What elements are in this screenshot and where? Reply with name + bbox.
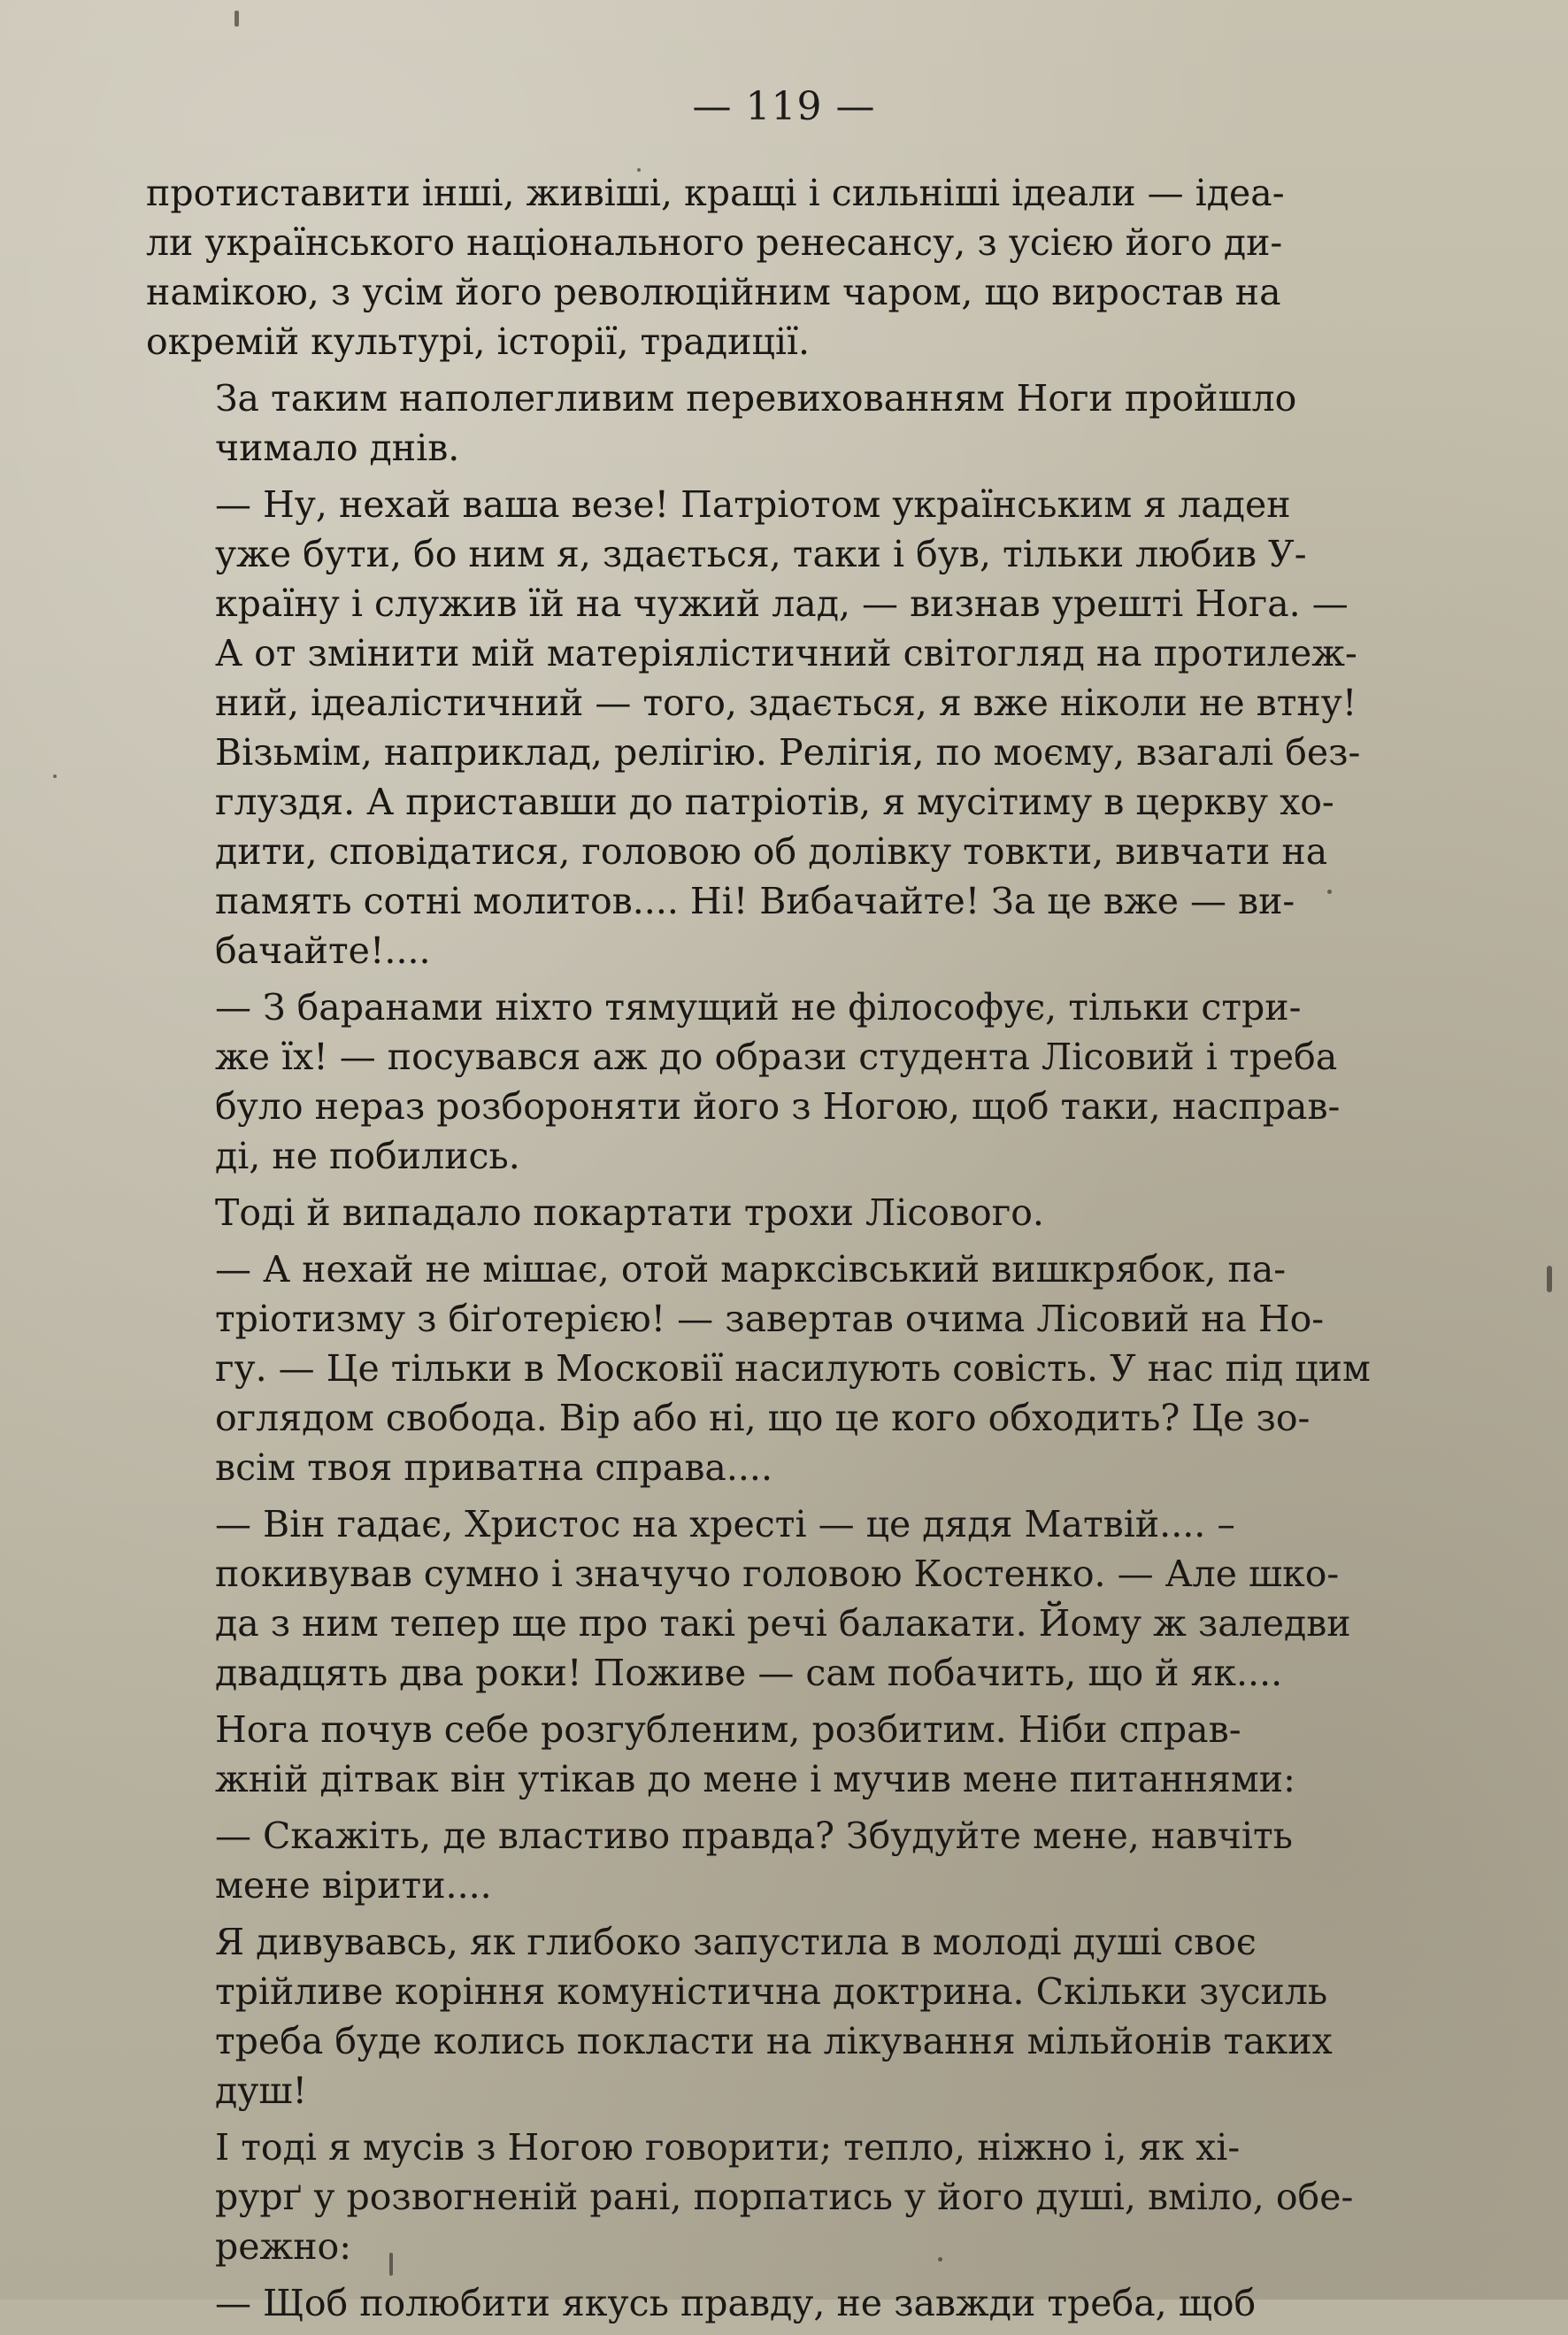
text-line: треба буде колись покласти на лікування мільйонів таких	[215, 2020, 1333, 2062]
text-line: память сотні молитов.... Ні! Вибачайте! За це вже — ви-	[215, 880, 1295, 922]
paragraph	[146, 1811, 1526, 1910]
paragraph	[146, 1245, 1526, 1492]
text-line: окремій культурі, історії, традиції.	[146, 320, 811, 363]
paragraph	[146, 1705, 1526, 1804]
text-line: Нога почув себе розгубленим, розбитим. Ніби справ-	[215, 1708, 1241, 1751]
scan-speck	[1547, 1266, 1552, 1292]
text-line: режно:	[215, 2225, 352, 2268]
text-line: оглядом свобода. Вір або ні, що це кого обходить? Це зо-	[215, 1397, 1311, 1439]
paragraph	[146, 1499, 1526, 1698]
paragraph	[146, 1188, 1526, 1237]
text-line: гу. — Це тільки в Московії насилують совість. У нас під цим	[215, 1347, 1371, 1390]
text-line: — Він гадає, Христос на хресті — це дядя Матвій.... –	[215, 1503, 1235, 1545]
text-line: тріотизму з біґотерією! — завертав очима Лісовий на Но-	[215, 1298, 1325, 1340]
text-line: чимало днів.	[215, 427, 460, 469]
scan-speck	[234, 11, 239, 27]
page-number: — 119 —	[692, 84, 876, 129]
body-text	[146, 168, 1526, 2335]
text-line: — А нехай не мішає, отой марксівський вишкрябок, па-	[215, 1248, 1287, 1291]
paragraph	[146, 480, 1526, 975]
text-line: — Щоб полюбити якусь правду, не завжди треба, щоб	[215, 2282, 1257, 2324]
text-line: всім твоя приватна справа....	[215, 1446, 772, 1489]
text-line: І тоді я мусів з Ногою говорити; тепло, ніжно і, як хі-	[215, 2126, 1241, 2169]
text-line: уже бути, бо ним я, здається, таки і був, тільки любив У-	[215, 533, 1307, 575]
text-line: покивував сумно і значучо головою Костенко. — Але шко-	[215, 1553, 1340, 1595]
text-line: трійливе коріння комуністична доктрина. Скільки зусиль	[215, 1970, 1328, 2013]
paragraph	[146, 2123, 1526, 2271]
text-line: Тоді й випадало покартати трохи Лісового.	[215, 1191, 1044, 1234]
text-line: бачайте!....	[215, 929, 431, 972]
text-line: — Скажіть, де властиво правда? Збудуйте мене, навчіть	[215, 1815, 1293, 1857]
paragraph	[146, 2278, 1526, 2328]
scan-speck	[637, 168, 641, 172]
text-line: — З баранами ніхто тямущий не філософує, тільки стри-	[215, 986, 1302, 1029]
text-line: ний, ідеалістичний — того, здається, я вже ніколи не втну!	[215, 682, 1357, 724]
paragraph	[146, 374, 1526, 473]
text-line: рурґ у розвогненій рані, порпатись у його душі, вміло, обе-	[215, 2176, 1354, 2218]
text-line: дити, сповідатися, головою об долівку товкти, вивчати на	[215, 830, 1328, 873]
text-line: Візьмім, наприклад, релігію. Релігія, по моєму, взагалі без-	[215, 731, 1361, 774]
text-line: да з ним тепер ще про такі речі балакати. Йому ж заледви	[215, 1602, 1351, 1645]
text-line: Я дивувавсь, як глибоко запустила в молоді душі своє	[215, 1921, 1257, 1963]
text-line: глуздя. А приставши до патріотів, я мусітиму в церкву хо-	[215, 781, 1334, 823]
text-line: ли українського національного ренесансу, з усією його ди-	[146, 221, 1283, 264]
paragraph	[146, 983, 1526, 1181]
text-line: протиставити інші, живіші, кращі і сильніші ідеали — ідеа-	[146, 172, 1285, 214]
text-line: жній дітвак він утікав до мене і мучив мене питаннями:	[215, 1758, 1295, 1800]
text-line: намікою, з усім його революційним чаром, що виростав на	[146, 271, 1281, 313]
text-line: мене вірити....	[215, 1864, 492, 1907]
scan-speck	[1327, 890, 1332, 894]
text-line: було нераз розбороняти його з Ногою, щоб таки, насправ-	[215, 1085, 1341, 1128]
paragraph	[146, 168, 1526, 366]
scan-speck	[53, 774, 57, 778]
paragraph	[146, 1917, 1526, 2115]
text-line: А от змінити мій матеріялістичний світогляд на протилеж-	[215, 632, 1357, 674]
text-line: країну і служив їй на чужий лад, — визнав урешті Нога. —	[215, 582, 1349, 625]
text-line: За таким наполегливим перевихованням Ноги пройшло	[215, 377, 1297, 420]
text-line: двадцять два роки! Поживе — сам побачить, що й як....	[215, 1652, 1283, 1694]
scan-speck	[389, 2253, 393, 2276]
text-line: душ!	[215, 2069, 307, 2112]
scan-speck	[938, 2257, 942, 2262]
text-line: — Ну, нехай ваша везе! Патріотом українським я ладен	[215, 483, 1291, 526]
text-line: же їх! — посувався аж до образи студента Лісовий і треба	[215, 1036, 1338, 1078]
text-line: ді, не побились.	[215, 1135, 520, 1177]
